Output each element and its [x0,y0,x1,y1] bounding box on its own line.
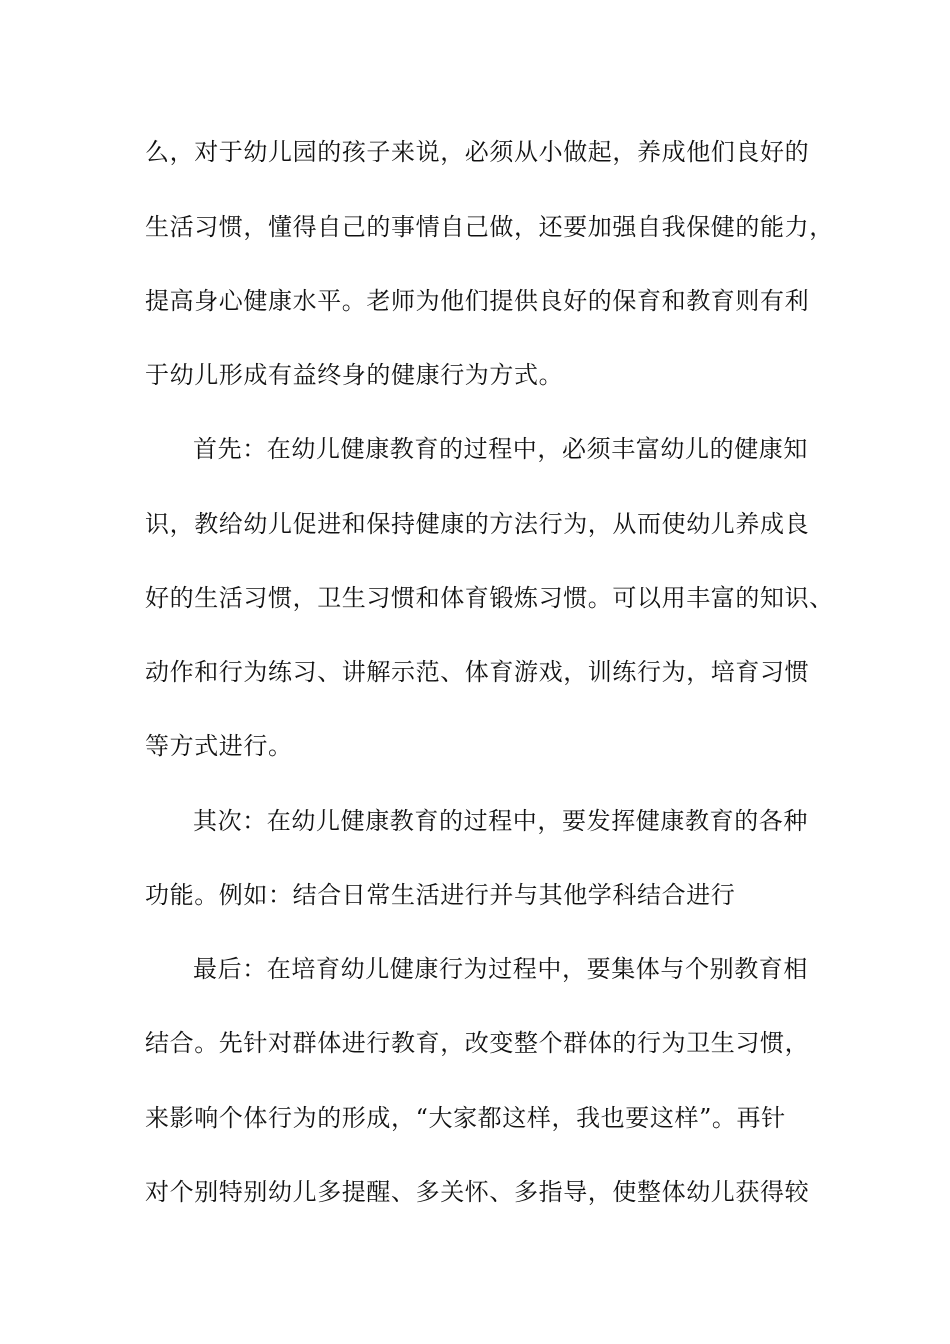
paragraph-first-line: 首先：在幼儿健康教育的过程中，必须丰富幼儿的健康知 [193,435,808,463]
text-line: 功能。例如：结合日常生活进行并与其他学科结合进行 [145,881,736,909]
text-line: 好的生活习惯，卫生习惯和体育锻炼习惯。可以用丰富的知识、 [145,584,834,612]
text-line: 动作和行为练习、讲解示范、体育游戏，训练行为，培育习惯 [145,658,810,686]
text-line: 来影响个体行为的形成，“大家都这样，我也要这样”。再针 [145,1104,786,1132]
text-line: 提高身心健康水平。老师为他们提供良好的保育和教育则有利 [145,287,810,315]
text-line: 等方式进行。 [145,732,293,760]
text-line: 么，对于幼儿园的孩子来说，必须从小做起，养成他们良好的 [145,138,810,166]
paragraph-first-line: 其次：在幼儿健康教育的过程中，要发挥健康教育的各种 [193,807,808,835]
text-line: 于幼儿形成有益终身的健康行为方式。 [145,361,564,389]
paragraph-first-line: 最后：在培育幼儿健康行为过程中，要集体与个别教育相 [193,955,808,983]
text-line: 对个别特别幼儿多提醒、多关怀、多指导，使整体幼儿获得较 [145,1178,810,1206]
text-line: 结合。先针对群体进行教育，改变整个群体的行为卫生习惯， [145,1029,810,1057]
text-line: 识，教给幼儿促进和保持健康的方法行为，从而使幼儿养成良 [145,510,810,538]
text-line: 生活习惯，懂得自己的事情自己做，还要加强自我保健的能力， [145,213,834,241]
